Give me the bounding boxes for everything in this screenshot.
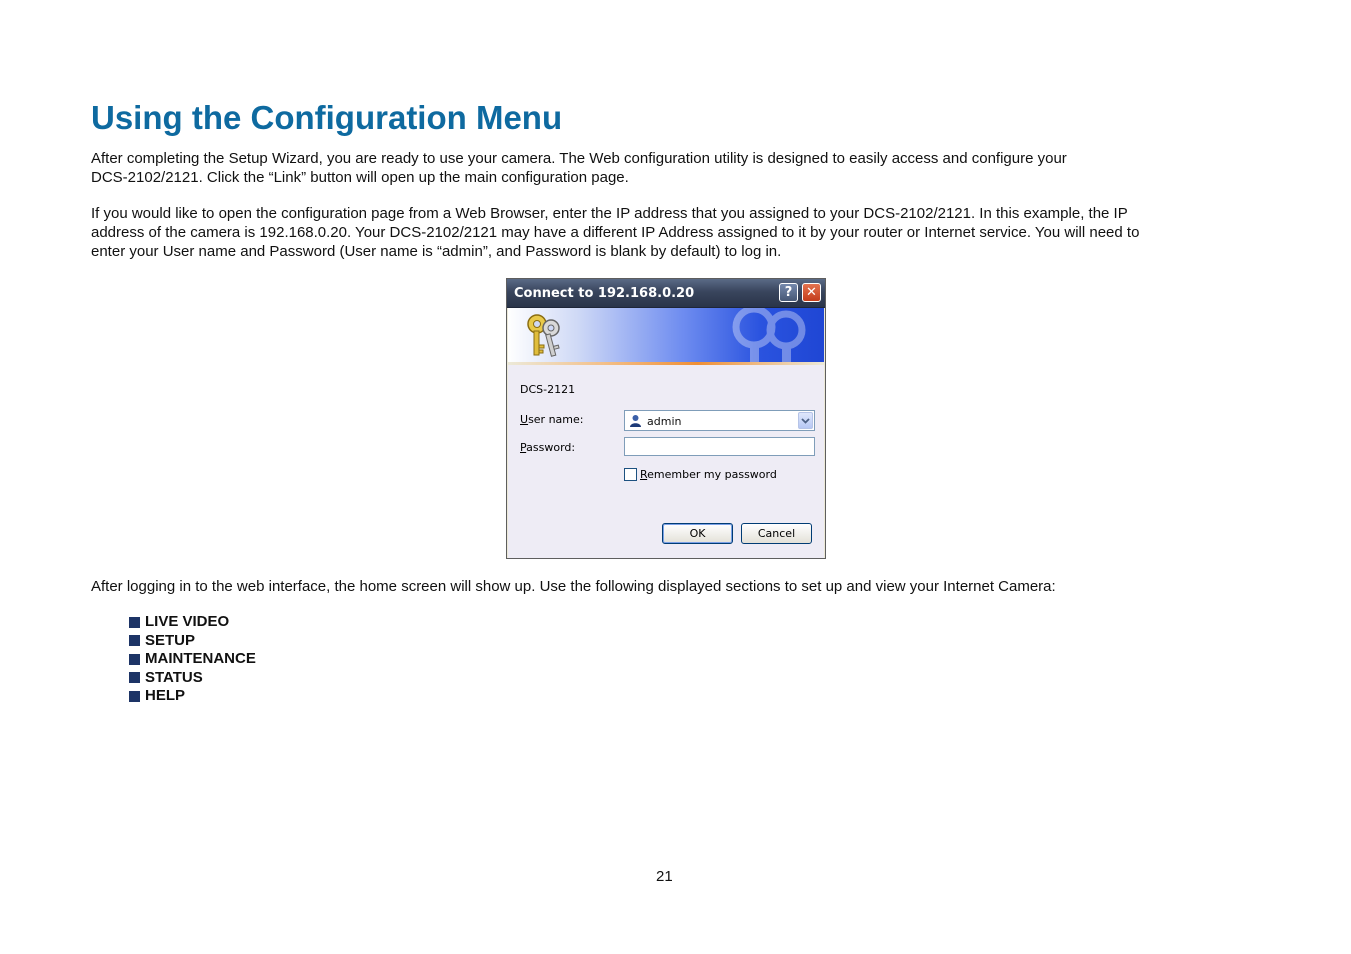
keys-icon bbox=[522, 311, 568, 359]
section-label: LIVE VIDEO bbox=[145, 613, 230, 630]
remember-password-label[interactable] bbox=[640, 468, 777, 481]
password-label-accesskey: P bbox=[520, 441, 527, 454]
section-label: STATUS bbox=[145, 668, 203, 686]
list-item bbox=[129, 632, 256, 651]
username-label-text: ser name: bbox=[528, 413, 584, 426]
login-dialog bbox=[506, 278, 826, 559]
username-label-accesskey: U bbox=[520, 413, 529, 426]
password-label-text: assword: bbox=[526, 441, 576, 454]
keys-watermark-icon bbox=[724, 308, 814, 362]
page-number: 21 bbox=[656, 868, 673, 885]
browser-note-line: address of the camera is 192.168.0.20. Your DCS-2102/2121 may have a different IP Address assigned to it by your router or Internet service. You will need to bbox=[91, 224, 1140, 241]
help-button[interactable]: ? bbox=[779, 283, 798, 302]
list-item bbox=[129, 687, 256, 706]
bullet-square-icon bbox=[129, 691, 140, 702]
section-label: MAINTENANCE bbox=[145, 650, 256, 667]
bullet-square-icon bbox=[129, 617, 140, 628]
password-label bbox=[520, 441, 575, 454]
after-login-paragraph bbox=[91, 577, 1231, 596]
cancel-button[interactable]: Cancel bbox=[741, 523, 812, 544]
remember-password-checkbox[interactable] bbox=[624, 468, 637, 481]
dialog-body bbox=[508, 365, 824, 558]
list-item bbox=[129, 650, 256, 669]
browser-note-line: If you would like to open the configuration page from a Web Browser, enter the IP address that you assigned to your DCS-2102/2121. In this example, the IP bbox=[91, 205, 1128, 222]
bullet-square-icon bbox=[129, 654, 140, 665]
remember-label-text: emember my password bbox=[647, 468, 777, 481]
list-item bbox=[129, 613, 256, 632]
after-login-line: After logging in to the web interface, the home screen will show up. Use the following displayed sections to set up and view your Internet Camera: bbox=[91, 578, 1056, 595]
realm-label: DCS-2121 bbox=[520, 383, 576, 396]
sections-list bbox=[129, 613, 256, 706]
section-label: SETUP bbox=[145, 631, 196, 649]
page-title: Using the Configuration Menu bbox=[91, 99, 563, 136]
bullet-square-icon bbox=[129, 672, 140, 683]
password-field[interactable] bbox=[624, 437, 815, 456]
intro-paragraph bbox=[91, 149, 1231, 187]
intro-line: DCS-2102/2121. Click the “Link” button will open up the main configuration page. bbox=[91, 169, 629, 186]
dialog-titlebar[interactable] bbox=[507, 279, 825, 308]
username-label bbox=[520, 413, 583, 426]
dialog-title: Connect to 192.168.0.20 bbox=[514, 286, 695, 301]
intro-line: After completing the Setup Wizard, you are ready to use your camera. The Web configuration utility is designed to easily access and configure your bbox=[91, 150, 1067, 167]
dialog-banner bbox=[508, 308, 824, 362]
remember-accesskey: R bbox=[640, 468, 648, 481]
username-combobox[interactable] bbox=[624, 410, 815, 431]
browser-note-line: enter your User name and Password (User name is “admin”, and Password is blank by default) to log in. bbox=[91, 243, 782, 260]
section-label: HELP bbox=[145, 687, 186, 704]
list-item bbox=[129, 669, 256, 688]
bullet-square-icon bbox=[129, 635, 140, 646]
browser-note-paragraph bbox=[91, 204, 1231, 261]
close-button[interactable]: ✕ bbox=[802, 283, 821, 302]
user-icon bbox=[629, 414, 642, 427]
ok-button[interactable]: OK bbox=[662, 523, 733, 544]
chevron-down-icon[interactable] bbox=[798, 412, 813, 429]
username-value: admin bbox=[647, 415, 682, 428]
chevron-down-glyph bbox=[799, 413, 812, 428]
